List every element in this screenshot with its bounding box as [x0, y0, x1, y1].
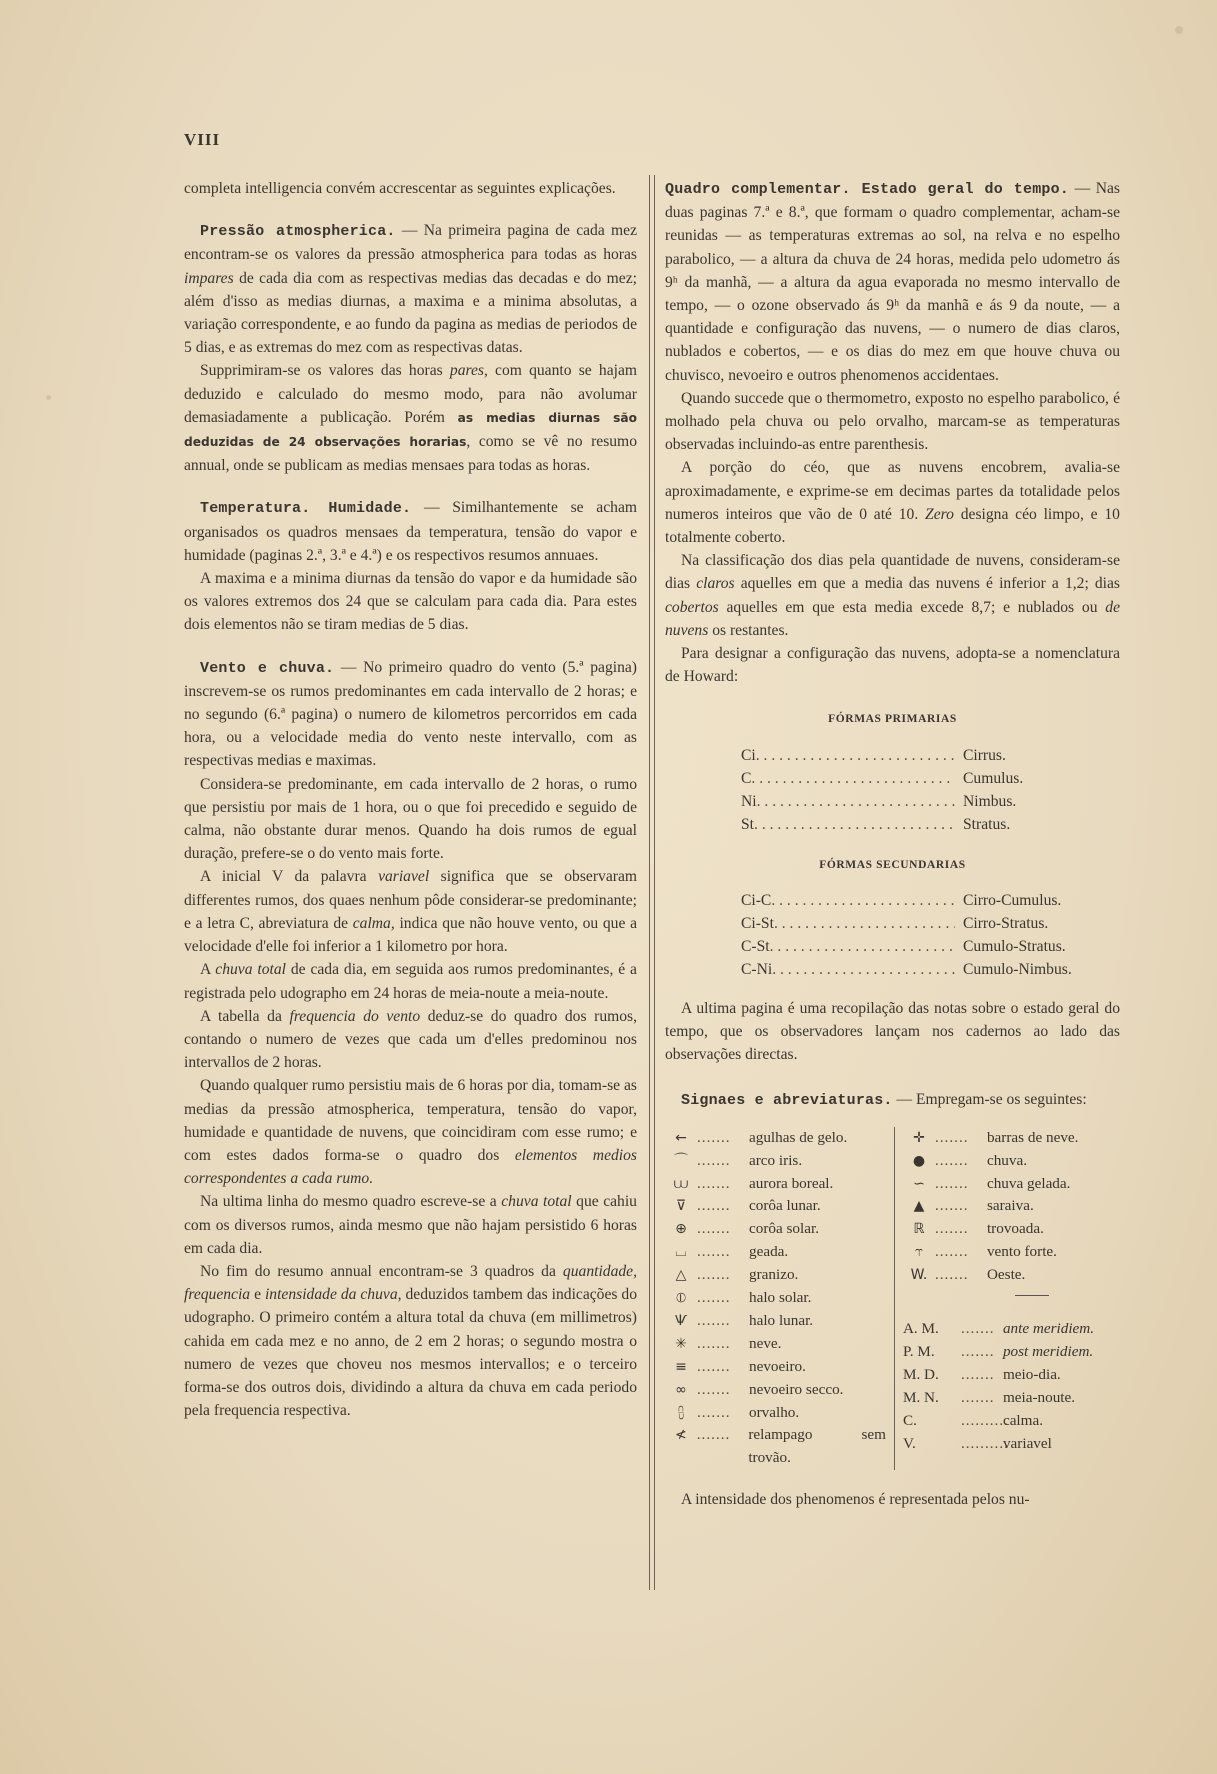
vento-paragraph-8: No fim do resumo annual encontram-se 3 quadros da quantidade, frequencia e intensidade da chuva, deduzidos tambem das indicações do udographo. O primeiro contém a altura total da chuva (em millimetros) cahida em cada mez e no anno, de 2 em 2 horas; o segundo mostra o numero de vezes que choveu nos mesmos intervallos; e o terceiro forma-se dos outros dois, dividindo a altura da chuva em cada periodo pela frequencia respectiva.	[184, 1262, 638, 1420]
dot-leader: .......	[934, 1151, 969, 1169]
sign-row	[665, 1424, 886, 1470]
quadro-paragraph-6: A ultima pagina é uma recopilação das notas sobre o estado geral do tempo, que os observadores lançam nos cadernos ao lado das observações directas.	[665, 999, 1120, 1064]
dot-leader	[751, 767, 955, 790]
sign-label: halo solar.	[749, 1289, 812, 1307]
dot-leader	[754, 813, 955, 836]
form-name: Cirrus.	[963, 746, 1006, 764]
sign-label: nevoeiro secco.	[749, 1380, 844, 1398]
quadro-paragraph-5: Para designar a configuração das nuvens, adopta-se a nomenclatura de Howard:	[665, 645, 1120, 686]
weather-symbol-icon: ℝ	[913, 1221, 925, 1238]
temperatura-paragraph-2: A maxima e a minima diurnas da tensão do vapor e da humidade são os valores extremos dos 24 que se calculam para cada dia. Para estes dois elementos não se tiram medias de 5 dias.	[184, 570, 637, 634]
sign-row	[665, 1356, 886, 1379]
paper-stain	[1175, 26, 1183, 34]
vento-paragraph-4: A chuva total de cada dia, em seguida aos rumos predominantes, é a registrada pelo udographo em 24 horas de meia-noute a meia-noute.	[184, 961, 637, 1002]
form-name: Cirro-Stratus.	[963, 914, 1049, 932]
vento-paragraph-3: A inicial V da palavra variavel significa que se observaram differentes rumos, dos quaes nenhum pôde considerar-se predominante; e a letra C, abreviatura de calma, indica que não houve vento, ou que a velocidade d'elle foi inferior a 1 kilometro por hora.	[184, 868, 637, 956]
dot-leader: .......	[960, 1320, 995, 1338]
dot-leader: .......	[934, 1266, 969, 1284]
dot-leader: .......	[934, 1220, 969, 1238]
dot-leader: .......	[697, 1243, 731, 1261]
page-number: VIII	[184, 130, 221, 149]
sign-label: vento forte.	[986, 1243, 1057, 1261]
form-code: C-Ni	[741, 960, 773, 978]
dot-leader: .......	[696, 1426, 731, 1444]
sign-row	[903, 1195, 1120, 1218]
sign-row	[665, 1218, 886, 1241]
formas-primarias-title: FÓRMAS PRIMARIAS	[828, 713, 957, 726]
weather-symbol-icon: ⌒	[674, 1152, 688, 1169]
abbrev-key: M. N.	[902, 1388, 939, 1406]
abbrev-row	[903, 1387, 1120, 1410]
vento-paragraph-6: Quando qualquer rumo persistiu mais de 6 horas por dia, tomam-se as medias da pressão atmospherica, temperatura, tensão do vapor, humidade e quantidade de nuvens, que coincidiram com esse rumo; e com estes dados forma-se o quadro dos elementos medios correspondentes a cada rumo.	[184, 1077, 637, 1188]
weather-symbol-icon: ←	[675, 1129, 687, 1146]
dot-leader: ..........	[960, 1434, 1009, 1452]
sign-row	[665, 1264, 886, 1287]
abbrev-key: C.	[902, 1411, 917, 1429]
sign-label: chuva.	[986, 1151, 1028, 1169]
sign-label: halo lunar.	[749, 1311, 814, 1329]
dot-leader: .......	[697, 1128, 731, 1146]
sign-row	[665, 1127, 886, 1150]
form-code: C-St	[741, 937, 770, 955]
signs-column-left	[665, 1127, 895, 1471]
dot-leader: .......	[697, 1334, 731, 1352]
abbrev-key: M. D.	[902, 1365, 939, 1383]
dot-leader	[757, 790, 955, 813]
right-column	[665, 177, 1120, 1511]
weather-symbol-icon: ●	[912, 1152, 926, 1169]
dot-leader: .......	[934, 1243, 969, 1261]
signs-column-right	[895, 1127, 1120, 1471]
sign-row	[665, 1241, 886, 1264]
weather-symbol-icon: ⥾	[915, 1244, 923, 1261]
abbrev-row	[903, 1433, 1120, 1456]
weather-symbol-icon: ⊽	[675, 1198, 687, 1215]
form-code: Ci-C	[741, 891, 772, 909]
quadro-paragraph: Quadro complementar. Estado geral do tempo. — Nas duas paginas 7.ª e 8.ª, que formam o quadro complementar, acham-se reunidas — as temperaturas extremas ao sol, na relva e no espelho parabolico, — a altura da chuva de 24 horas, medida pelo udometro ás 9ʰ da manhã, — a altura da agua evaporada no mesmo intervallo de tempo, — o ozone observado ás 9ʰ da manhã e ás 9 da noute, — a quantidade e configuração das nuvens, — o numero de dias claros, nublados e cobertos, — e os dias do mez em que houve chuva ou chuvisco, nevoeiro e outros phenomenos accidentaes.	[665, 180, 1120, 384]
weather-symbol-icon: ⦶	[675, 1290, 687, 1307]
section-heading-pressao: Pressão atmospherica.	[200, 223, 396, 241]
form-row	[741, 912, 1077, 935]
column-divider	[649, 175, 655, 1590]
sign-row	[903, 1218, 1120, 1241]
dot-leader: .......	[697, 1311, 731, 1329]
dot-leader: .......	[960, 1388, 995, 1406]
dot-leader: .......	[934, 1174, 969, 1192]
vento-paragraph-2: Considera-se predominante, em cada intervallo de 2 horas, o rumo que persistiu por mais de 1 hora, ou o que foi precedido e seguido de calma, não obstante durar menos. Quando ha dois rumos de egual duração, prefere-se o do vento mais forte.	[184, 775, 637, 863]
dot-leader: ..........	[960, 1411, 1009, 1429]
weather-symbol-icon: ∞	[675, 1381, 687, 1398]
temperatura-paragraph: Temperatura. Humidade. — Similhantemente se acham organisados os quadros mensaes da temperatura, tensão do vapor e humidade (paginas 2.ª, 3.ª e 4.ª) e os respectivos resumos annuaes.	[184, 499, 637, 564]
abbrev-label: meio-dia.	[1002, 1365, 1061, 1383]
sign-row	[903, 1150, 1120, 1173]
form-name: Cumulo-Nimbus.	[963, 960, 1072, 978]
dot-leader	[772, 958, 955, 981]
left-column	[184, 177, 637, 1422]
short-rule	[1015, 1295, 1049, 1308]
section-heading-signaes: Signaes e abreviaturas.	[681, 1092, 893, 1110]
vento-paragraph-5: A tabella da frequencia do vento deduz-se do quadro dos rumos, contando o numero de vezes que cada um d'elles predominou nos intervallos de 2 horas.	[184, 1007, 638, 1072]
quadro-paragraph-3: A porção do céo, que as nuvens encobrem, avalia-se aproximadamente, e exprime-se em decimas partes da totalidade pelos numeros inteiros que vão de 0 até 10. Zero designa céo limpo, e 10 totalmente coberto.	[665, 459, 1120, 547]
sign-label: agulhas de gelo.	[749, 1128, 848, 1146]
dot-leader	[770, 935, 955, 958]
sign-label: barras de neve.	[986, 1128, 1079, 1146]
section-heading-quadro: Quadro complementar. Estado geral do tempo.	[665, 181, 1069, 198]
abbrev-row	[903, 1318, 1120, 1341]
sign-label: Oeste.	[986, 1266, 1026, 1284]
form-row	[741, 889, 1077, 912]
dot-leader: .......	[934, 1197, 969, 1215]
quadro-paragraph-4: Na classificação dos dias pela quantidade de nuvens, consideram-se dias claros aquelles em que a media das nuvens é inferior a 1,2; dias cobertos aquelles em que esta media excede 8,7; e nublados ou de nuvens os restantes.	[665, 552, 1120, 639]
abbrev-label: meia-noute.	[1002, 1388, 1076, 1406]
abbrev-key: A. M.	[902, 1320, 939, 1338]
weather-symbol-icon: ✳	[675, 1335, 687, 1352]
form-code: C	[741, 769, 752, 787]
dot-leader: .......	[697, 1174, 731, 1192]
vento-paragraph: Vento e chuva. — No primeiro quadro do vento (5.ª pagina) inscrevem-se os rumos predominantes em cada intervallo de 2 horas; e no segundo (6.ª pagina) o numero de kilometros percorridos em cada hora, ou a velocidade media do vento neste intervallo, com as respectivas medias e maximas.	[184, 658, 637, 770]
abbrev-row	[903, 1341, 1120, 1364]
form-name: Cumulus.	[963, 769, 1024, 787]
sign-label: chuva gelada.	[986, 1174, 1071, 1192]
sign-label: neve.	[749, 1334, 782, 1352]
sign-label: granizo.	[749, 1266, 799, 1284]
dot-leader	[774, 912, 955, 935]
weather-symbol-icon: ≮	[675, 1427, 687, 1444]
abbrev-label: post meridiem.	[1002, 1342, 1094, 1360]
sign-row	[665, 1402, 886, 1425]
sign-label: aurora boreal.	[749, 1174, 834, 1192]
weather-symbol-icon: ≡	[675, 1358, 687, 1375]
form-row	[741, 935, 1077, 958]
weather-symbol-icon: W.	[910, 1267, 928, 1284]
dot-leader: .......	[697, 1151, 731, 1169]
vento-paragraph-7: Na ultima linha do mesmo quadro escreve-se a chuva total que cahiu com os diversos rumos, ainda mesmo que não hajam persistido 6 horas em cada dia.	[184, 1193, 637, 1257]
sign-row	[903, 1173, 1120, 1196]
weather-symbol-icon: ⩊	[673, 1175, 689, 1192]
dot-leader: .......	[697, 1380, 731, 1398]
sign-row	[903, 1127, 1120, 1150]
dot-leader: .......	[934, 1128, 969, 1146]
weather-symbol-icon: △	[675, 1267, 687, 1284]
abbrev-row	[903, 1410, 1120, 1433]
emphasis-text: as medias diurnas são deduzidas de 24 observações horarias	[184, 410, 637, 450]
form-row	[741, 790, 1077, 813]
sign-row	[665, 1195, 886, 1218]
dot-leader: .......	[697, 1266, 731, 1284]
sign-label: relampago sem trovão.	[748, 1426, 886, 1467]
dot-leader: .......	[960, 1365, 995, 1383]
weather-symbol-icon: ⊕	[675, 1221, 687, 1238]
sign-row	[903, 1264, 1120, 1287]
weather-symbol-icon: ∽	[913, 1175, 925, 1192]
sign-label: trovoada.	[986, 1220, 1044, 1238]
abbrev-row	[903, 1364, 1120, 1387]
dot-leader: .......	[697, 1403, 731, 1421]
dot-leader: .......	[960, 1342, 995, 1360]
weather-symbol-icon: ⌴	[675, 1244, 687, 1261]
formas-primarias-table	[741, 744, 1077, 836]
weather-symbol-icon: Ѱ	[675, 1312, 687, 1329]
form-row	[741, 958, 1077, 981]
form-code: St	[741, 815, 755, 833]
intro-paragraph: completa intelligencia convém accrescentar as seguintes explicações.	[184, 180, 616, 197]
sign-row	[665, 1379, 886, 1402]
sign-label: corôa solar.	[749, 1220, 820, 1238]
section-heading-vento: Vento e chuva.	[200, 659, 335, 677]
form-row	[741, 767, 1077, 790]
section-heading-temperatura: Temperatura. Humidade.	[200, 500, 412, 518]
dot-leader	[756, 744, 955, 767]
sign-row	[665, 1173, 886, 1196]
sign-row	[665, 1310, 886, 1333]
formas-secundarias-title: FÓRMAS SECUNDARIAS	[819, 858, 966, 871]
form-code: Ni	[741, 792, 757, 810]
abbrev-key: V.	[902, 1434, 916, 1452]
pressao-paragraph: Pressão atmospherica. — Na primeira pagina de cada mez encontram-se os valores da pressão atmospherica para todas as horas impares de cada dia com as respectivas medias das decadas e do mez; além d'isso as medias diurnas, a maxima e a minima absolutas, a variação correspondente, e ao fundo da pagina as medias de periodos de 5 dias, e as extremas do mez com as respectivas datas.	[184, 222, 638, 357]
abbrev-key: P. M.	[902, 1342, 935, 1360]
form-row	[741, 813, 1077, 836]
quadro-paragraph-2: Quando succede que o thermometro, exposto no espelho parabolico, é molhado pela chuva ou pelo orvalho, marcam-se as temperaturas observadas incluindo-as entre parenthesis.	[665, 389, 1120, 454]
weather-symbol-icon: ⩉	[677, 1404, 685, 1421]
abbrev-label: calma.	[1002, 1411, 1044, 1429]
sign-label: saraiva.	[986, 1197, 1034, 1215]
abbrev-label: ante meridiem.	[1002, 1320, 1095, 1338]
sign-row	[665, 1150, 886, 1173]
dot-leader: .......	[697, 1357, 731, 1375]
sign-label: corôa lunar.	[749, 1197, 821, 1215]
dot-leader: .......	[697, 1289, 731, 1307]
formas-secundarias-table	[741, 889, 1077, 981]
form-code: Ci	[741, 746, 756, 764]
form-name: Cumulo-Stratus.	[963, 937, 1066, 955]
form-name: Stratus.	[963, 815, 1011, 833]
signs-table	[665, 1127, 1120, 1471]
final-paragraph: A intensidade dos phenomenos é representada pelos nu-	[681, 1491, 1030, 1509]
sign-label: orvalho.	[749, 1403, 800, 1421]
abbrev-label: variavel	[1002, 1434, 1052, 1452]
sign-row	[903, 1241, 1120, 1264]
sign-label: nevoeiro.	[749, 1357, 806, 1375]
sign-label: geada.	[749, 1243, 789, 1261]
form-row	[741, 744, 1077, 767]
sign-row	[665, 1287, 886, 1310]
form-code: Ci-St	[741, 914, 774, 932]
form-name: Nimbus.	[963, 792, 1017, 810]
dot-leader: .......	[697, 1220, 731, 1238]
paper-stain	[46, 395, 51, 400]
weather-symbol-icon: ▲	[913, 1198, 925, 1215]
weather-symbol-icon: ✛	[913, 1129, 925, 1146]
signaes-paragraph: Signaes e abreviaturas. — Empregam-se os seguintes:	[681, 1091, 1087, 1110]
dot-leader: .......	[697, 1197, 731, 1215]
sign-label: arco iris.	[749, 1151, 803, 1169]
pressao-paragraph-2: Supprimiram-se os valores das horas pares, com quanto se hajam deduzido e calculado do mesmo modo, para não avolumar demasiadamente a publicação. Porém as medias diurnas são deduzidas de 24 observações horarias, como se vê no resumo annual, onde se publicam as medias mensaes para todas as horas.	[184, 362, 638, 475]
dot-leader	[771, 889, 955, 912]
form-name: Cirro-Cumulus.	[963, 891, 1062, 909]
sign-row	[665, 1333, 886, 1356]
